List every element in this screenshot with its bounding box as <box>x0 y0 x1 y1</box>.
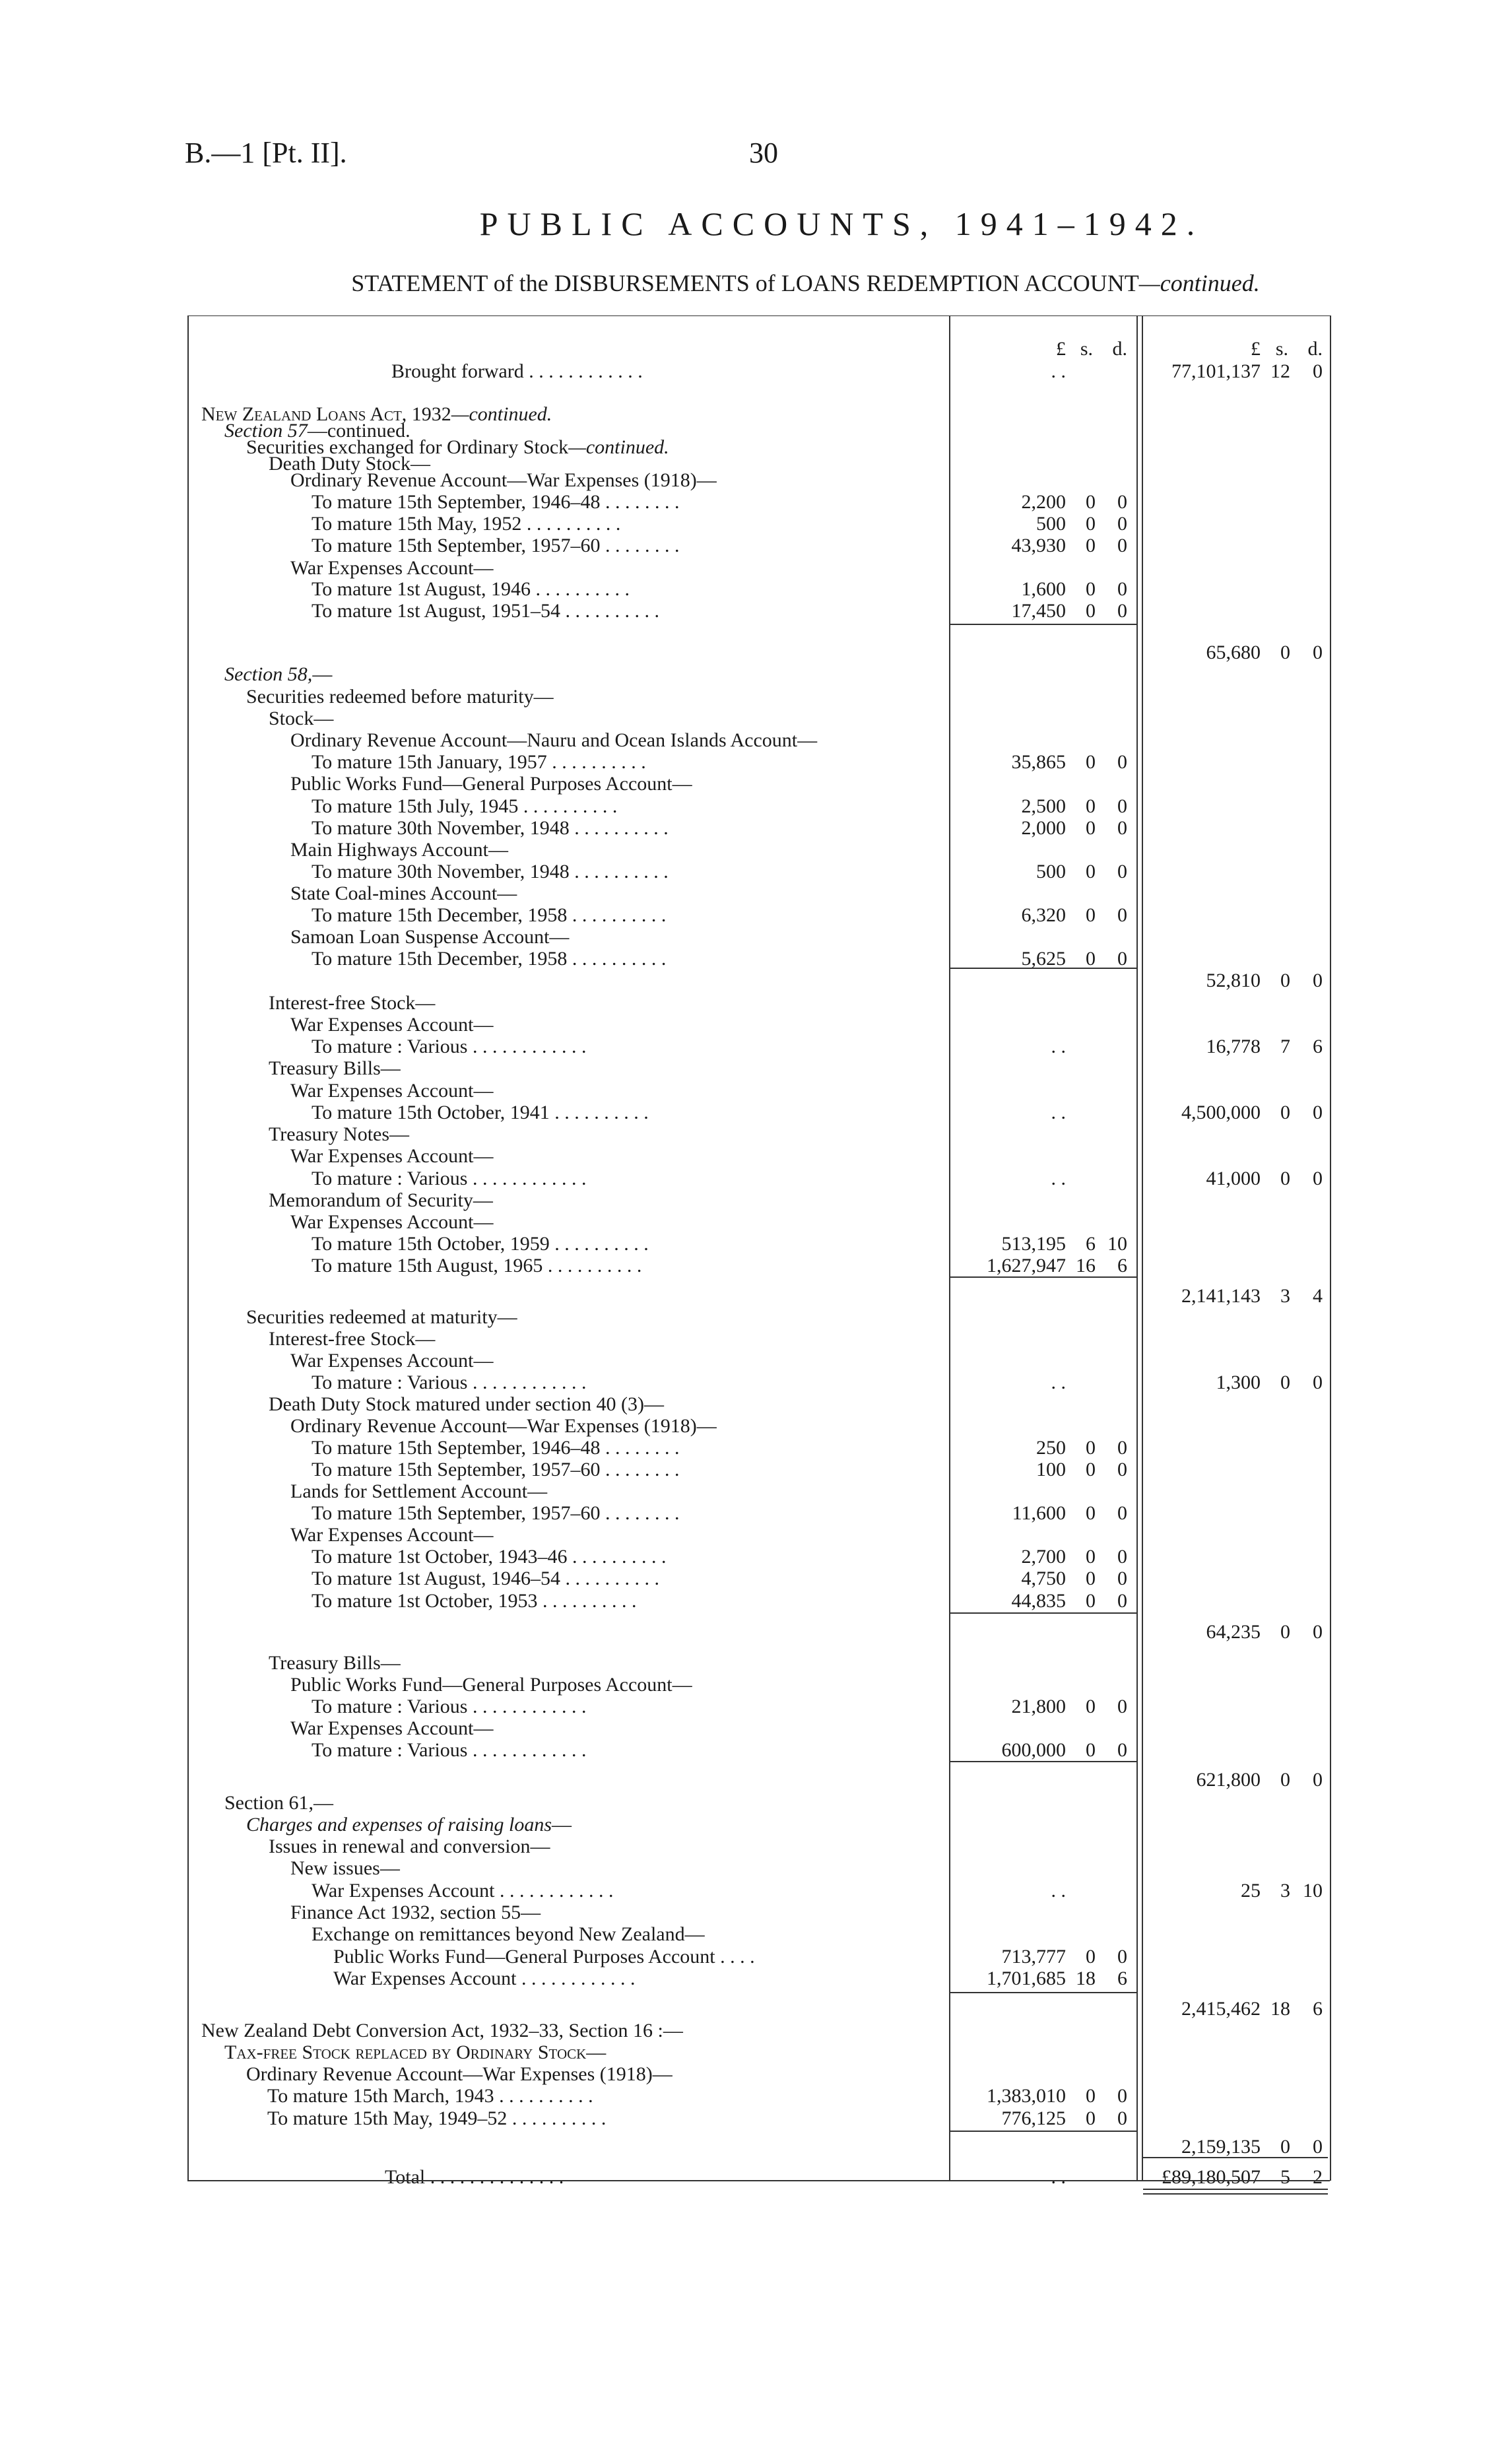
row-description: Charges and expenses of raising loans— <box>246 1814 572 1836</box>
table-row <box>0 1036 1512 1057</box>
col2-pounds-value: 2,141,143 <box>1181 1285 1261 1307</box>
row-description: Brought forward . . . . . . . . . . . . <box>391 360 643 382</box>
subtotal-rule <box>949 968 1136 969</box>
row-description: To mature 15th September, 1957–60 . . . . . . . . <box>312 1459 680 1480</box>
row-description: To mature 15th October, 1941 . . . . . . . . . . <box>312 1102 649 1123</box>
col2-shillings-value: 0 <box>1280 642 1290 663</box>
total-double-rule <box>1143 2189 1328 2195</box>
col1-shillings-value: 0 <box>1086 1459 1096 1480</box>
col2-shillings-value: 0 <box>1280 1621 1290 1643</box>
table-row <box>0 2063 1512 2085</box>
col1-pounds-value: . . <box>1051 2166 1066 2188</box>
col1-pence-value: 0 <box>1117 1946 1127 1968</box>
col1-pence-value: 0 <box>1117 1696 1127 1717</box>
row-description: To mature : Various . . . . . . . . . . . . <box>312 1739 587 1761</box>
col2-pounds-value: 77,101,137 <box>1171 360 1261 382</box>
col1-pounds-value: 2,200 <box>1021 491 1066 513</box>
table-row <box>0 1459 1512 1480</box>
table-row <box>0 751 1512 773</box>
table-row <box>0 861 1512 882</box>
col1-shillings-value: 0 <box>1086 1739 1096 1761</box>
col1-pence-value: 6 <box>1117 1968 1127 1989</box>
col1-shillings-value: 0 <box>1086 1590 1096 1612</box>
table-row <box>0 1480 1512 1502</box>
row-description: Public Works Fund—General Purposes Account . . . . <box>333 1946 755 1968</box>
row-description: Main Highways Account— <box>290 839 508 861</box>
row-description: Ordinary Revenue Account—War Expenses (1918)— <box>246 2063 673 2085</box>
row-description: Interest-free Stock— <box>269 1328 436 1350</box>
col1-shillings-value: 18 <box>1076 1968 1096 1989</box>
col2-pence-value: 0 <box>1313 1769 1323 1791</box>
col2-shillings-value: 12 <box>1270 360 1290 382</box>
table-row <box>0 535 1512 556</box>
col1-pounds-value: 35,865 <box>1011 751 1066 773</box>
col1-pounds-value: 500 <box>1036 861 1066 882</box>
col2-pence-value: 0 <box>1313 642 1323 663</box>
table-row <box>0 2107 1512 2129</box>
col2-pounds-value: 2,159,135 <box>1181 2136 1261 2158</box>
col1-pence-value: 10 <box>1107 1233 1127 1255</box>
col1-pounds-value: 2,000 <box>1021 817 1066 839</box>
col1-pence-value: 0 <box>1117 2107 1127 2129</box>
row-description: To mature 15th September, 1946–48 . . . . . . . . <box>312 1437 680 1459</box>
col1-pounds-value: . . <box>1051 1372 1066 1393</box>
col1-pounds-value: 513,195 <box>1001 1233 1066 1255</box>
row-description: War Expenses Account— <box>290 557 494 579</box>
col2-shillings-value: 0 <box>1280 1372 1290 1393</box>
col1-pounds-value: 43,930 <box>1011 535 1066 556</box>
frame-bottom-rule <box>187 2180 1330 2181</box>
col1-pounds-value: 2,700 <box>1021 1546 1066 1568</box>
col1-shillings-value: 0 <box>1086 795 1096 817</box>
table-row <box>0 1739 1512 1761</box>
col2-shillings-value: 3 <box>1280 1880 1290 1902</box>
subtotal-rule <box>949 624 1136 625</box>
table-row <box>0 2085 1512 2107</box>
table-row <box>0 2166 1512 2188</box>
table-row <box>0 708 1512 729</box>
table-row <box>0 1652 1512 1674</box>
table-row <box>0 1350 1512 1372</box>
col1-pounds-value: 1,701,685 <box>987 1968 1066 1989</box>
col2-pounds-value: 65,680 <box>1206 642 1261 663</box>
col2-shillings-value: 0 <box>1280 1769 1290 1791</box>
col1-pounds-value: 6,320 <box>1021 904 1066 926</box>
col1-shillings-value: 16 <box>1076 1255 1096 1276</box>
col1-pence-value: 0 <box>1117 578 1127 600</box>
row-description: Lands for Settlement Account— <box>290 1480 548 1502</box>
subtotal-row <box>0 970 1512 991</box>
col1-pence-value: 0 <box>1117 1502 1127 1524</box>
col1-pence-value: 0 <box>1117 535 1127 556</box>
subtotal-row <box>0 1621 1512 1643</box>
col1-pence-value: 0 <box>1117 904 1127 926</box>
table-row <box>0 1902 1512 1923</box>
row-description: Finance Act 1932, section 55— <box>290 1902 541 1923</box>
table-row <box>0 1168 1512 1189</box>
table-row <box>0 1437 1512 1459</box>
col2-pence-value: 6 <box>1313 1998 1323 2020</box>
table-row <box>0 469 1512 491</box>
table-row <box>0 557 1512 579</box>
row-description: To mature 15th January, 1957 . . . . . . . . . . <box>312 751 646 773</box>
row-description: War Expenses Account . . . . . . . . . . . . <box>312 1880 614 1902</box>
col2-pence-value: 0 <box>1313 1168 1323 1189</box>
table-row <box>0 729 1512 751</box>
table-row <box>0 904 1512 926</box>
col2-shillings-value: 0 <box>1280 1102 1290 1123</box>
document-title: PUBLIC ACCOUNTS, 1941–1942. <box>479 205 1204 242</box>
col1-pounds-value: 776,125 <box>1001 2107 1066 2129</box>
col1-pence-value: 0 <box>1117 1459 1127 1480</box>
table-row <box>0 773 1512 795</box>
col1-pence-value: 6 <box>1117 1255 1127 1276</box>
col1-shillings-value: 0 <box>1086 491 1096 513</box>
table-row <box>0 882 1512 904</box>
subtotal-rule <box>1143 2157 1328 2158</box>
row-description: Stock— <box>269 708 334 729</box>
row-description: To mature 1st August, 1946–54 . . . . . . . . . . <box>312 1568 660 1589</box>
col1-pence-value: 0 <box>1117 1437 1127 1459</box>
row-description: Issues in renewal and conversion— <box>269 1836 550 1857</box>
col1-pence-value: 0 <box>1117 1590 1127 1612</box>
col1-pence-value: 0 <box>1117 1568 1127 1589</box>
row-description: To mature : Various . . . . . . . . . . . . <box>312 1036 587 1057</box>
row-description: To mature 15th September, 1946–48 . . . . . . . . <box>312 491 680 513</box>
col2-pounds-value: 41,000 <box>1206 1168 1261 1189</box>
col2-shillings-value: 3 <box>1280 1285 1290 1307</box>
row-description: New Zealand Debt Conversion Act, 1932–33, Section 16 :— <box>201 2020 683 2041</box>
table-row <box>0 1696 1512 1717</box>
row-description: To mature 15th May, 1949–52 . . . . . . . . . . <box>267 2107 607 2129</box>
row-description: Interest-free Stock— <box>269 992 436 1014</box>
row-description: State Coal-mines Account— <box>290 882 517 904</box>
col1-shillings-value: 0 <box>1086 817 1096 839</box>
row-description: New Zealand Loans Act, 1932—continued. <box>201 403 552 425</box>
row-description: Treasury Bills— <box>269 1057 401 1079</box>
table-row <box>0 1717 1512 1739</box>
row-description: Section 57—continued. <box>224 420 411 442</box>
row-description: Total . . . . . . . . . . . . . . <box>385 2166 564 2188</box>
col1-pence-value: 0 <box>1117 1546 1127 1568</box>
col1-pence-value: 0 <box>1117 861 1127 882</box>
row-description: Securities redeemed at maturity— <box>246 1306 517 1328</box>
subtitle-continued: —continued. <box>1138 270 1260 296</box>
statement-subtitle <box>0 269 1512 297</box>
row-description: To mature 30th November, 1948 . . . . . . . . . . <box>312 817 669 839</box>
col2-pence-value: 0 <box>1313 1621 1323 1643</box>
col1-pence-value: 0 <box>1117 817 1127 839</box>
row-description: To mature : Various . . . . . . . . . . . . <box>312 1372 587 1393</box>
table-row <box>0 578 1512 600</box>
col1-shillings-value: 0 <box>1086 2107 1096 2129</box>
row-description: Ordinary Revenue Account—War Expenses (1918)— <box>290 1415 717 1437</box>
row-description: Ordinary Revenue Account—Nauru and Ocean Islands Account— <box>290 729 818 751</box>
table-row <box>0 491 1512 513</box>
subtotal-row <box>0 1769 1512 1791</box>
row-description: War Expenses Account— <box>290 1717 494 1739</box>
row-description: Public Works Fund—General Purposes Account— <box>290 1674 692 1696</box>
col1-pence-value: 0 <box>1117 751 1127 773</box>
row-description: Treasury Bills— <box>269 1652 401 1674</box>
col2-pence-value: 10 <box>1303 1880 1323 1902</box>
col1-shillings-value: 0 <box>1086 578 1096 600</box>
col1-shillings-value: 0 <box>1086 600 1096 622</box>
col1-pence-value: 0 <box>1117 948 1127 970</box>
col2-pence-value: 0 <box>1313 970 1323 991</box>
subtotal-rule <box>949 1612 1136 1614</box>
col1-shillings-value: 0 <box>1086 1502 1096 1524</box>
col2-pounds-value: 621,800 <box>1196 1769 1261 1791</box>
col1-pence-value: 0 <box>1117 1739 1127 1761</box>
subtotal-rule <box>949 1992 1136 1993</box>
table-row <box>0 1123 1512 1145</box>
column-header-row <box>0 338 1512 360</box>
row-description: To mature 1st October, 1953 . . . . . . . . . . <box>312 1590 637 1612</box>
col1-pounds-value: 17,450 <box>1011 600 1066 622</box>
row-description: To mature 15th March, 1943 . . . . . . . . . . <box>267 2085 593 2107</box>
row-description: War Expenses Account— <box>290 1014 494 1036</box>
col2-pounds-value: 25 <box>1241 1880 1261 1902</box>
table-row <box>0 1014 1512 1036</box>
col2-pence-value: 0 <box>1313 360 1323 382</box>
row-description: War Expenses Account— <box>290 1350 494 1372</box>
col1-pounds-value: 713,777 <box>1001 1946 1066 1968</box>
table-row <box>0 795 1512 817</box>
row-description: To mature : Various . . . . . . . . . . . . <box>312 1696 587 1717</box>
col2-pounds-value: £89,180,507 <box>1162 2166 1261 2188</box>
col1-shillings-value: 0 <box>1086 1437 1096 1459</box>
col1-pence-value: 0 <box>1117 491 1127 513</box>
row-description: War Expenses Account . . . . . . . . . . . . <box>333 1968 636 1989</box>
col2-pence-header: d. <box>1307 338 1323 360</box>
col2-shillings-value: 0 <box>1280 2136 1290 2158</box>
row-description: Section 61,— <box>224 1792 333 1814</box>
row-description: To mature 15th December, 1958 . . . . . . . . . . <box>312 948 667 970</box>
row-description: Death Duty Stock— <box>269 453 430 475</box>
table-row <box>0 1415 1512 1437</box>
row-description: Tax-free Stock replaced by Ordinary Stock— <box>224 2041 607 2063</box>
row-description: To mature 15th December, 1958 . . . . . . . . . . <box>312 904 667 926</box>
col1-pence-value: 0 <box>1117 795 1127 817</box>
col1-pounds-value: . . <box>1051 1102 1066 1123</box>
subtotal-row <box>0 1285 1512 1307</box>
row-description: War Expenses Account— <box>290 1080 494 1102</box>
row-description: Section 58,— <box>224 663 333 685</box>
table-row <box>0 1792 1512 1814</box>
col2-pence-value: 0 <box>1313 1372 1323 1393</box>
col1-pounds-value: 100 <box>1036 1459 1066 1480</box>
col1-shillings-value: 0 <box>1086 1946 1096 1968</box>
table-row <box>0 1255 1512 1276</box>
table-row <box>0 1393 1512 1415</box>
row-description: To mature 1st August, 1946 . . . . . . . . . . <box>312 578 630 600</box>
col2-pounds-value: 2,415,462 <box>1181 1998 1261 2020</box>
col1-shillings-value: 0 <box>1086 861 1096 882</box>
table-row <box>0 1372 1512 1393</box>
table-row <box>0 600 1512 622</box>
subtotal-row <box>0 1998 1512 2020</box>
col1-shillings-value: 0 <box>1086 2085 1096 2107</box>
col1-pounds-value: 500 <box>1036 513 1066 535</box>
table-row <box>0 1568 1512 1589</box>
table-row <box>0 1080 1512 1102</box>
col1-shillings-value: 0 <box>1086 535 1096 556</box>
row-description: To mature 15th August, 1965 . . . . . . . . . . <box>312 1255 642 1276</box>
row-description: Samoan Loan Suspense Account— <box>290 926 570 948</box>
col1-pounds-value: 1,383,010 <box>987 2085 1066 2107</box>
table-row <box>0 1546 1512 1568</box>
table-row <box>0 1189 1512 1211</box>
table-row <box>0 686 1512 708</box>
col1-pounds-value: . . <box>1051 360 1066 382</box>
col1-shillings-value: 0 <box>1086 1568 1096 1589</box>
row-description: Securities exchanged for Ordinary Stock—continued. <box>246 436 669 458</box>
subtotal-row <box>0 642 1512 663</box>
col1-pounds-value: . . <box>1051 1168 1066 1189</box>
row-description: To mature 15th July, 1945 . . . . . . . . . . <box>312 795 618 817</box>
table-row <box>0 663 1512 685</box>
col2-shillings-value: 18 <box>1270 1998 1290 2020</box>
row-description: War Expenses Account— <box>290 1211 494 1233</box>
col2-shillings-header: s. <box>1275 338 1288 360</box>
row-description: Death Duty Stock matured under section 40 (3)— <box>269 1393 665 1415</box>
table-row <box>0 1968 1512 1989</box>
table-row <box>0 1102 1512 1123</box>
row-description: War Expenses Account— <box>290 1145 494 1167</box>
col1-pounds-value: 5,625 <box>1021 948 1066 970</box>
subtotal-rule <box>949 1761 1136 1762</box>
col1-pounds-value: 600,000 <box>1001 1739 1066 1761</box>
col1-pence-value: 0 <box>1117 2085 1127 2107</box>
col1-pence-header: d. <box>1112 338 1127 360</box>
table-row <box>0 1502 1512 1524</box>
col1-pounds-value: . . <box>1051 1880 1066 1902</box>
col2-shillings-value: 5 <box>1280 2166 1290 2188</box>
col2-shillings-value: 0 <box>1280 1168 1290 1189</box>
row-description: New issues— <box>290 1857 400 1879</box>
col1-shillings-value: 6 <box>1086 1233 1096 1255</box>
row-description: War Expenses Account— <box>290 1524 494 1546</box>
row-description: Treasury Notes— <box>269 1123 410 1145</box>
col2-pounds-value: 4,500,000 <box>1181 1102 1261 1123</box>
col1-pence-value: 0 <box>1117 600 1127 622</box>
row-description: To mature 30th November, 1948 . . . . . . . . . . <box>312 861 669 882</box>
table-row <box>0 2020 1512 2041</box>
col1-shillings-header: s. <box>1080 338 1093 360</box>
col1-pounds-value: 21,800 <box>1011 1696 1066 1717</box>
table-row <box>0 1923 1512 1945</box>
table-row <box>0 926 1512 948</box>
row-description: Exchange on remittances beyond New Zealand— <box>312 1923 705 1945</box>
row-description: To mature 1st October, 1943–46 . . . . . . . . . . <box>312 1546 667 1568</box>
row-description: Public Works Fund—General Purposes Account— <box>290 773 692 795</box>
table-row <box>0 513 1512 535</box>
col1-pounds-value: 44,835 <box>1011 1590 1066 1612</box>
table-row <box>0 1674 1512 1696</box>
row-description: To mature 15th September, 1957–60 . . . . . . . . <box>312 535 680 556</box>
col2-pence-value: 6 <box>1313 1036 1323 1057</box>
col2-pence-value: 2 <box>1313 2166 1323 2188</box>
table-row <box>0 992 1512 1014</box>
col2-pounds-value: 52,810 <box>1206 970 1261 991</box>
subtitle-main: STATEMENT of the DISBURSEMENTS of LOANS REDEMPTION ACCOUNT <box>351 270 1139 296</box>
table-row <box>0 948 1512 970</box>
row-description: Securities redeemed before maturity— <box>246 686 554 708</box>
row-description: To mature 1st August, 1951–54 . . . . . . . . . . <box>312 600 660 622</box>
table-row <box>0 817 1512 839</box>
table-row <box>0 1836 1512 1857</box>
row-description: To mature : Various . . . . . . . . . . . . <box>312 1168 587 1189</box>
col2-shillings-value: 7 <box>1280 1036 1290 1057</box>
table-row <box>0 1946 1512 1968</box>
col2-pence-value: 4 <box>1313 1285 1323 1307</box>
col1-shillings-value: 0 <box>1086 904 1096 926</box>
col1-pounds-value: . . <box>1051 1036 1066 1057</box>
table-row <box>0 2041 1512 2063</box>
table-row <box>0 1057 1512 1079</box>
table-row <box>0 1145 1512 1167</box>
table-row <box>0 1590 1512 1612</box>
col1-pounds-header: £ <box>1056 338 1066 360</box>
subtotal-rule <box>949 2131 1136 2132</box>
col1-pounds-value: 4,750 <box>1021 1568 1066 1589</box>
page-number: 30 <box>749 137 778 169</box>
col2-pence-value: 0 <box>1313 1102 1323 1123</box>
col1-pounds-value: 1,627,947 <box>987 1255 1066 1276</box>
row-description: To mature 15th May, 1952 . . . . . . . . . . <box>312 513 621 535</box>
table-row <box>0 1524 1512 1546</box>
col1-shillings-value: 0 <box>1086 513 1096 535</box>
row-description: To mature 15th September, 1957–60 . . . . . . . . <box>312 1502 680 1524</box>
col1-shillings-value: 0 <box>1086 751 1096 773</box>
table-row <box>0 839 1512 861</box>
page-reference: B.—1 [Pt. II]. <box>185 137 347 169</box>
row-description: Ordinary Revenue Account—War Expenses (1918)— <box>290 469 717 491</box>
table-row <box>0 1233 1512 1255</box>
subtotal-row <box>0 2136 1512 2158</box>
table-row <box>0 1814 1512 1836</box>
col1-pounds-value: 1,600 <box>1021 578 1066 600</box>
subtotal-rule <box>949 1276 1136 1278</box>
table-row <box>0 1306 1512 1328</box>
table-row <box>0 1211 1512 1233</box>
table-row <box>0 360 1512 382</box>
table-row <box>0 1880 1512 1902</box>
col1-pounds-value: 2,500 <box>1021 795 1066 817</box>
row-description: Memorandum of Security— <box>269 1189 493 1211</box>
table-row <box>0 1328 1512 1350</box>
col1-pence-value: 0 <box>1117 513 1127 535</box>
col1-pounds-value: 250 <box>1036 1437 1066 1459</box>
col2-shillings-value: 0 <box>1280 970 1290 991</box>
table-row <box>0 1857 1512 1879</box>
col2-pounds-value: 16,778 <box>1206 1036 1261 1057</box>
col1-shillings-value: 0 <box>1086 1696 1096 1717</box>
col2-pounds-value: 64,235 <box>1206 1621 1261 1643</box>
col1-shillings-value: 0 <box>1086 1546 1096 1568</box>
col2-pence-value: 0 <box>1313 2136 1323 2158</box>
col2-pounds-header: £ <box>1251 338 1261 360</box>
col2-pounds-value: 1,300 <box>1216 1372 1261 1393</box>
col1-pounds-value: 11,600 <box>1012 1502 1066 1524</box>
row-description: To mature 15th October, 1959 . . . . . . . . . . <box>312 1233 649 1255</box>
col1-shillings-value: 0 <box>1086 948 1096 970</box>
